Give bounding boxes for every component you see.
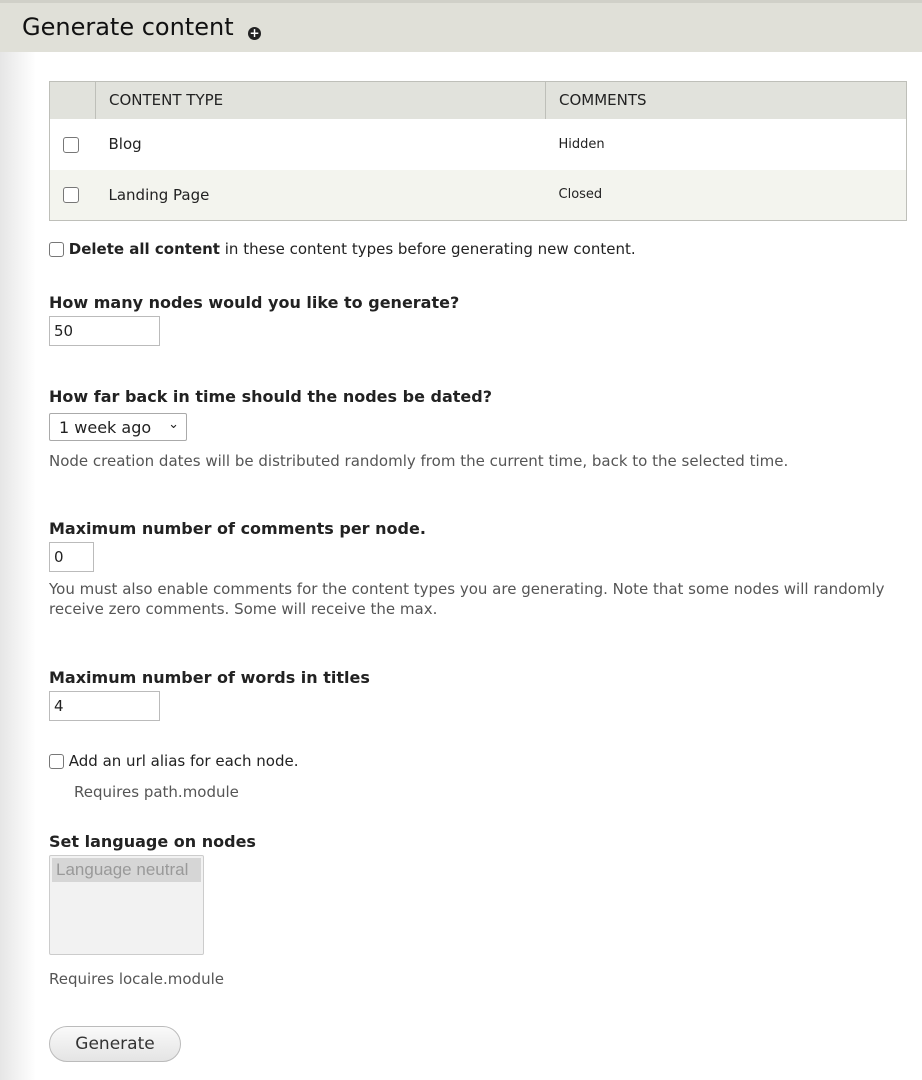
table-row: [50, 119, 907, 170]
delete-all-label-bold: Delete all content: [68, 240, 220, 258]
column-content-type: CONTENT TYPE: [96, 82, 546, 119]
delete-all-label: in these content types before generating new content.: [219, 240, 636, 258]
alias-checkbox[interactable]: [49, 754, 64, 769]
content-type-name: Landing Page: [108, 185, 210, 204]
language-option[interactable]: Language neutral: [52, 858, 201, 882]
sidebar-shadow: [0, 52, 36, 1080]
nodes-label: How many nodes would you like to generate?: [49, 293, 460, 312]
comments-description: You must also enable comments for the content types you are generating. Note that some nodes will randomly receive zero comments. Some will receive the max.: [49, 580, 885, 618]
comments-input[interactable]: 0: [49, 542, 94, 572]
page-header: [0, 0, 922, 52]
table-header: [50, 82, 907, 119]
content-types-table: [49, 81, 907, 221]
language-label: Set language on nodes: [49, 832, 256, 851]
alias-label: Add an url alias for each node.: [68, 752, 299, 770]
time-label: How far back in time should the nodes be dated?: [49, 387, 492, 406]
words-input[interactable]: 4: [49, 691, 160, 721]
language-description: Requires locale.module: [49, 970, 224, 988]
row-checkbox[interactable]: [63, 137, 79, 153]
delete-all-checkbox[interactable]: [49, 242, 64, 257]
comments-status: Closed: [558, 187, 603, 203]
alias-description: Requires path.module: [74, 783, 239, 801]
column-comments: COMMENTS: [546, 82, 907, 119]
chevron-down-icon: ⌄: [168, 417, 179, 432]
time-select-value: 1 week ago: [59, 418, 152, 437]
comments-label: Maximum number of comments per node.: [49, 519, 426, 538]
row-checkbox[interactable]: [63, 187, 79, 203]
nodes-input[interactable]: 50: [49, 316, 160, 346]
table-row: [50, 170, 907, 221]
page-title: Generate content: [22, 13, 234, 41]
select-all-header: [50, 82, 96, 119]
language-select[interactable]: [49, 855, 204, 955]
time-description: Node creation dates will be distributed randomly from the current time, back to the selected time.: [49, 452, 789, 470]
comments-status: Hidden: [558, 136, 605, 152]
words-label: Maximum number of words in titles: [49, 668, 370, 687]
content-type-name: Blog: [108, 135, 142, 153]
generate-button[interactable]: Generate: [49, 1026, 181, 1062]
time-select[interactable]: [49, 413, 187, 441]
add-shortcut-icon[interactable]: +: [249, 26, 260, 40]
